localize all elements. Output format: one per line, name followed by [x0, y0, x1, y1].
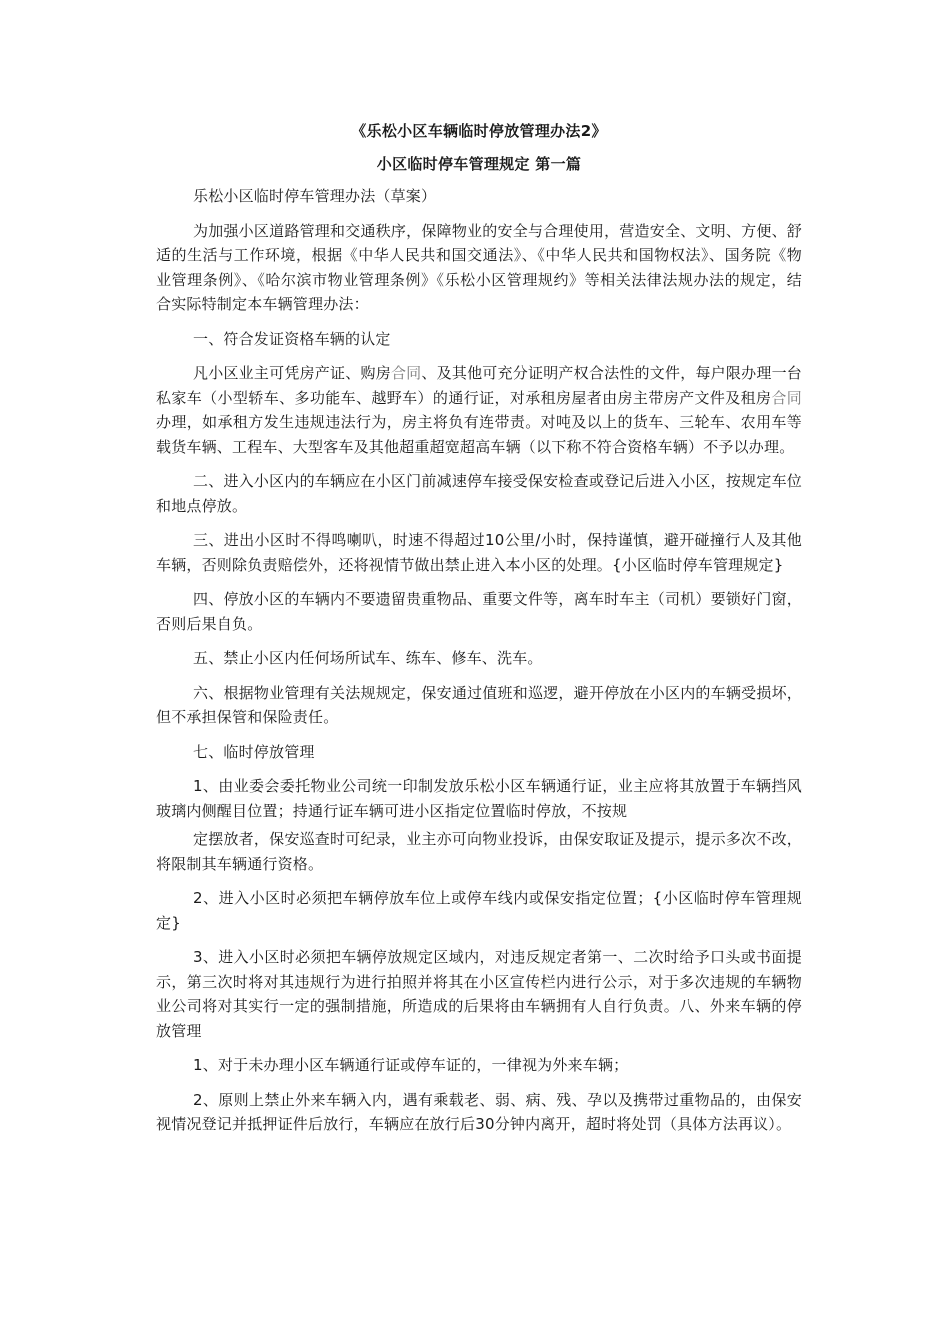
- contract-term-1: 合同: [390, 364, 422, 382]
- document-body: [156, 120, 802, 1137]
- document-subtitle: 小区临时停车管理规定 第一篇: [376, 155, 582, 173]
- section-1-text-a: 凡小区业主可凭房产证、购房: [193, 364, 391, 382]
- section-8-item-2: 2、原则上禁止外来车辆入内，遇有乘载老、弱、病、残、孕以及携带过重物品的，由保安视情况登记并抵押证件后放行，车辆应在放行后30分钟内离开，超时将处罚（具体方法再议）。: [156, 1090, 802, 1133]
- section-7-item-3: 3、进入小区时必须把车辆停放规定区域内，对违反规定者第一、二次时给予口头或书面提示，第三次时将对其违规行为进行拍照并将其在小区宣传栏内进行公示，对于多次违规的车辆物业公司将对其实行一定的强制措施，所造成的后果将由车辆拥有人自行负责。八、外来车辆的停放管理: [156, 948, 802, 1040]
- section-1-text-c: 办理，如承租方发生违规违法行为，房主将负有连带责。对吨及以上的货车、三轮车、农用车等载货车辆、工程车、大型客车及其他超重超宽超高车辆（以下称不符合资格车辆）不予以办理。: [156, 413, 802, 456]
- contract-term-2: 合同: [771, 388, 802, 407]
- section-7-item-1a: 1、由业委会委托物业公司统一印制发放乐松小区车辆通行证，业主应将其放置于车辆挡风玻璃内侧醒目位置；持通行证车辆可进小区指定位置临时停放，不按规: [156, 777, 802, 820]
- section-7-item-1b: 定摆放者，保安巡查时可纪录，业主亦可向物业投诉，由保安取证及提示，提示多次不改，将限制其车辆通行资格。: [156, 830, 802, 873]
- section-1-body: [156, 361, 802, 459]
- section-7-title: 七、临时停放管理: [193, 742, 315, 761]
- section-6: 六、根据物业管理有关法规规定，保安通过值班和巡逻，避开停放在小区内的车辆受损坏，但不承担保管和保险责任。: [156, 683, 802, 726]
- intro-paragraph: 为加强小区道路管理和交通秩序，保障物业的安全与合理使用，营造安全、文明、方便、舒适的生活与工作环境，根据《中华人民共和国交通法》、《中华人民共和国物权法》、国务院《物业管理条例》、《哈尔滨市物业管理条例》《乐松小区管理规约》等相关法律法规办法的规定，结合实际特制定本车辆管理办法：: [156, 221, 802, 313]
- section-8-item-1: 1、对于未办理小区车辆通行证或停车证的，一律视为外来车辆；: [193, 1056, 629, 1074]
- section-1-title: 一、符合发证资格车辆的认定: [193, 329, 391, 348]
- document-title: 《乐松小区车辆临时停放管理办法2》: [351, 122, 607, 140]
- document-heading: 乐松小区临时停车管理办法（草案）: [193, 187, 437, 205]
- section-7-item-2: 2、进入小区时必须把车辆停放车位上或停车线内或保安指定位置；{小区临时停车管理规定}: [156, 889, 802, 932]
- section-1-text-b: 、及其他可充分证明产权合法性的文件，每户限办理一台私家车（小型轿车、多功能车、越野车）的通行证，对承租房屋者由房主带房产文件及租房: [156, 364, 802, 407]
- section-4: 四、停放小区的车辆内不要遗留贵重物品、重要文件等，离车时车主（司机）要锁好门窗，否则后果自负。: [156, 590, 802, 633]
- section-2: 二、进入小区内的车辆应在小区门前减速停车接受保安检查或登记后进入小区，按规定车位和地点停放。: [156, 472, 802, 515]
- section-5: 五、禁止小区内任何场所试车、练车、修车、洗车。: [193, 649, 543, 667]
- section-3: 三、进出小区时不得鸣喇叭，时速不得超过10公里/小时，保持谨慎，避开碰撞行人及其他车辆，否则除负责赔偿外，还将视情节做出禁止进入本小区的处理。{小区临时停车管理规定}: [156, 531, 802, 574]
